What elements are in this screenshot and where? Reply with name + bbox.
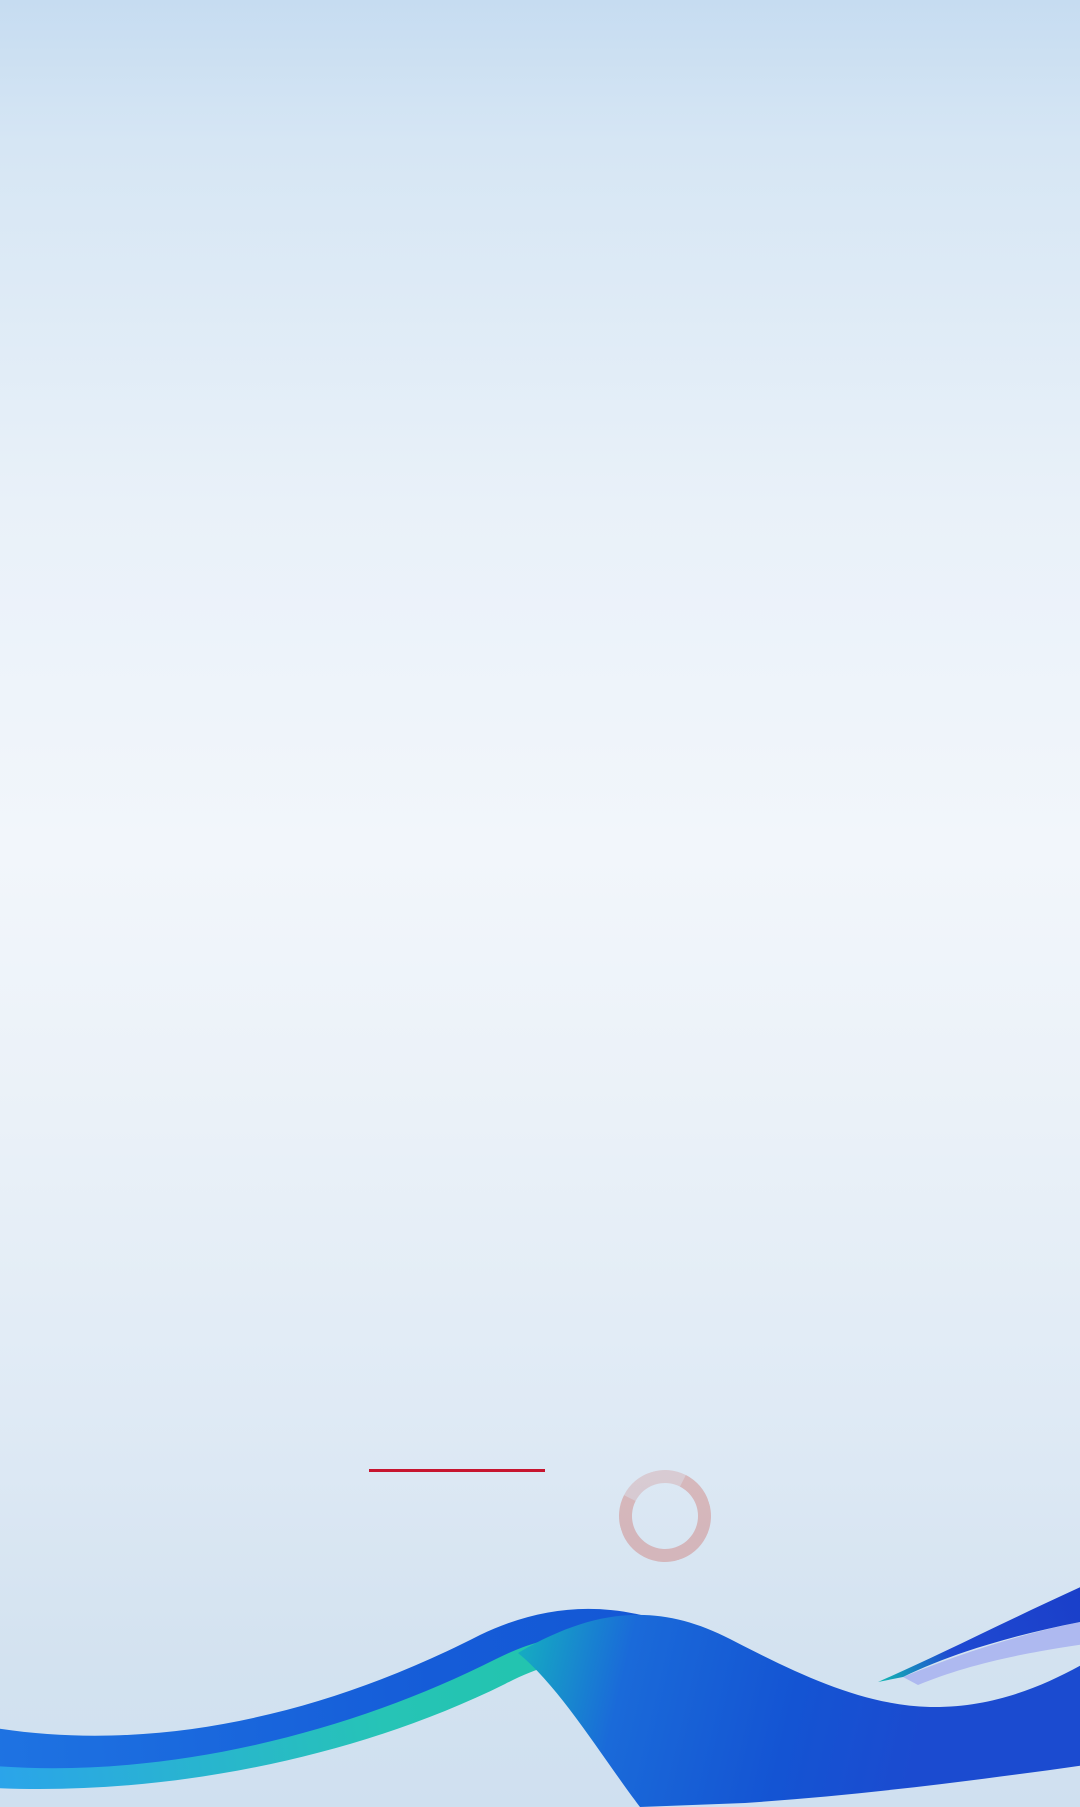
shixizhi-seal-circle-icon bbox=[607, 1458, 723, 1574]
top-wave-decoration bbox=[0, 0, 1080, 430]
footer-logos bbox=[0, 1468, 1080, 1564]
bottom-wave-decoration bbox=[0, 1565, 1080, 1807]
shixizhi-logo bbox=[579, 1468, 711, 1564]
people-daily-divider bbox=[369, 1469, 545, 1472]
people-daily-logo bbox=[369, 1468, 545, 1474]
